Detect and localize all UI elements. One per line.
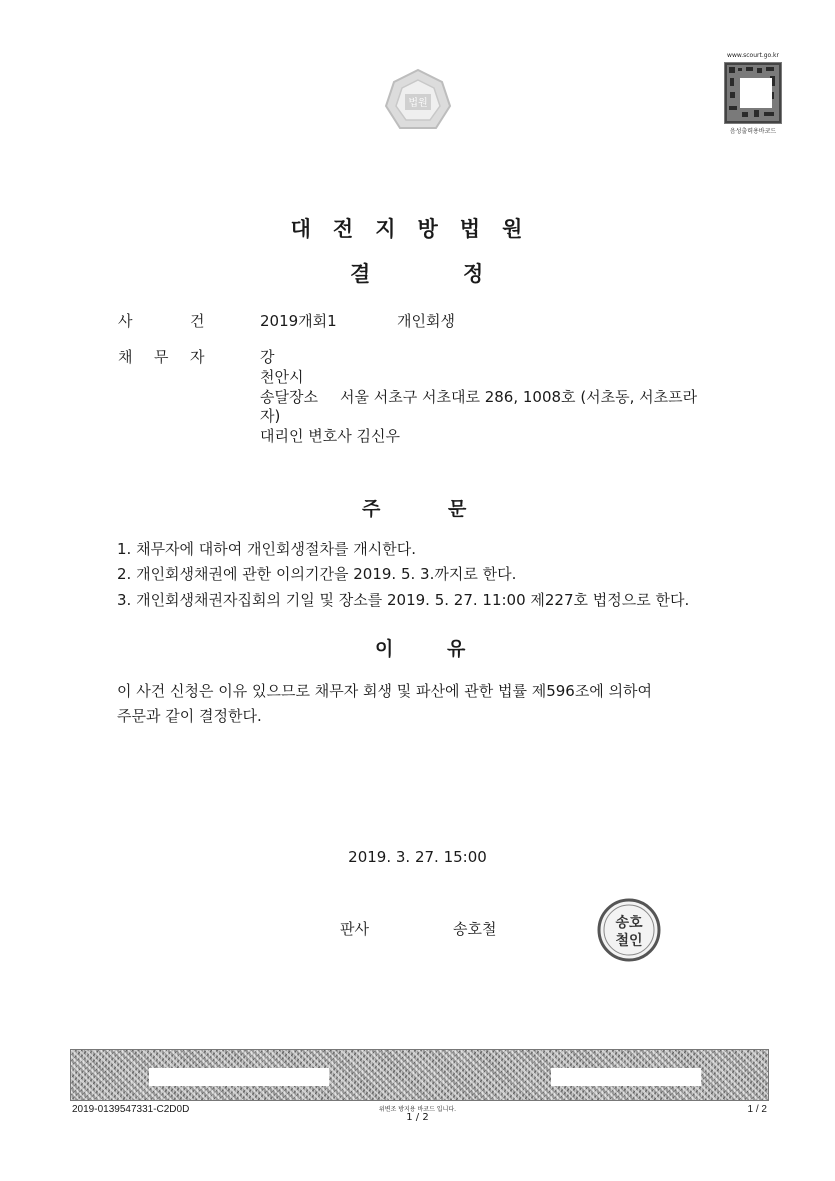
svg-text:송호: 송호 — [615, 915, 643, 931]
order-item-3: 3. 개인회생채권자집회의 기일 및 장소를 2019. 5. 27. 11:00 제227호 법정으로 한다. — [117, 591, 690, 609]
reason-line-2: 주문과 같이 결정한다. — [117, 707, 262, 725]
barcode-note: 위변조 방지용 바코드 입니다. — [378, 1106, 457, 1113]
judge-title: 판사 — [340, 920, 369, 938]
order-item-2: 2. 개인회생채권에 관한 이의기간을 2019. 5. 3.까지로 한다. — [117, 565, 517, 583]
case-label-2: 건 — [190, 312, 205, 330]
reason-line-1: 이 사건 신청은 이유 있으므로 채무자 회생 및 파산에 관한 법률 제596조에 의하여 — [117, 682, 653, 700]
anti-forgery-barcode — [70, 1049, 769, 1101]
case-number: 2019개회1 — [260, 312, 337, 330]
debtor-label-1: 채 — [118, 348, 133, 366]
delivery-label: 송달장소 — [260, 388, 318, 406]
debtor-city: 천안시 — [260, 368, 304, 386]
reason-heading-char-2: 유 — [447, 638, 466, 660]
delivery-address-cont: 자) — [260, 407, 281, 425]
case-label-1: 사 — [118, 312, 133, 330]
doc-type-char-2: 정 — [463, 262, 484, 286]
svg-text:철인: 철인 — [615, 933, 643, 949]
decision-date: 2019. 3. 27. 15:00 — [348, 848, 487, 866]
page-number-center: 1 / 2 — [406, 1112, 429, 1123]
debtor-name: 강 — [260, 348, 275, 366]
order-item-1: 1. 채무자에 대하여 개인회생절차를 개시한다. — [117, 540, 416, 558]
court-seal-icon — [382, 66, 454, 138]
qr-url: www.scourt.go.kr — [727, 52, 779, 59]
case-type: 개인회생 — [397, 312, 455, 330]
redaction-right — [551, 1068, 701, 1086]
qr-caption: 음성출력용바코드 — [729, 128, 777, 135]
qr-code-icon — [724, 62, 782, 124]
order-heading-char-2: 문 — [448, 498, 467, 520]
judge-stamp-icon — [596, 897, 662, 963]
order-heading-char-1: 주 — [362, 498, 381, 520]
reason-heading-char-1: 이 — [375, 638, 394, 660]
seal-text: 법원 — [408, 98, 428, 109]
page-number-right: 1 / 2 — [747, 1104, 767, 1115]
debtor-label-3: 자 — [190, 348, 205, 366]
voice-barcode — [720, 52, 786, 136]
delivery-address: 서울 서초구 서초대로 286, 1008호 (서초동, 서초프라 — [340, 388, 698, 406]
debtor-agent: 대리인 변호사 김신우 — [260, 427, 400, 445]
doc-type-char-1: 결 — [350, 262, 371, 286]
redaction-left — [149, 1068, 329, 1086]
court-name: 대전지방법원 — [290, 217, 545, 241]
debtor-label-2: 무 — [154, 348, 169, 366]
judge-name: 송호철 — [453, 920, 497, 938]
document-id: 2019-0139547331-C2D0D — [72, 1104, 190, 1115]
